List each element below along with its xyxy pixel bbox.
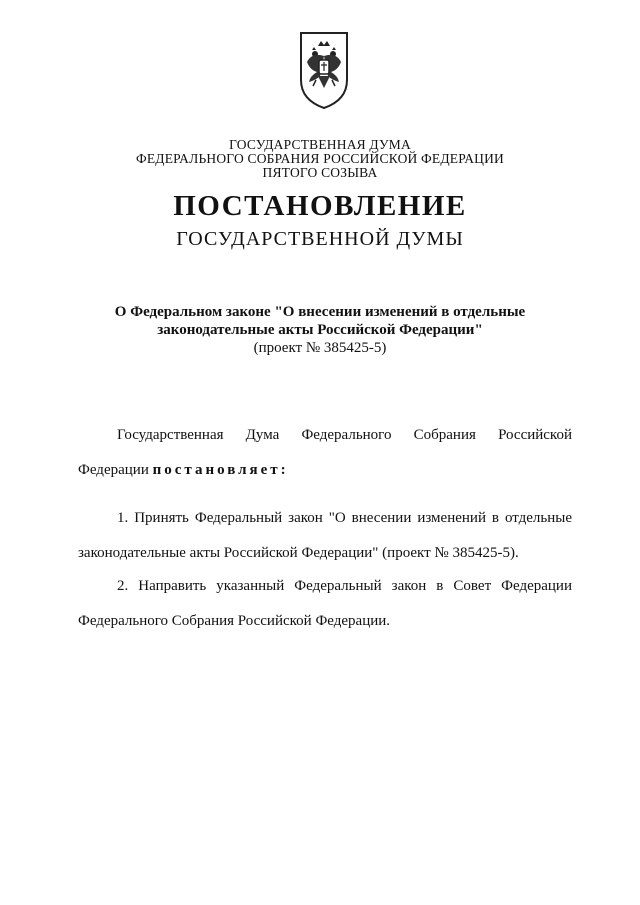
coat-of-arms-icon [298, 30, 350, 110]
item-1-line-2: законодательные акты Российской Федерации" (проект № 385425-5). [78, 545, 519, 561]
header-line-convocation: ПЯТОГО СОЗЫВА [262, 165, 378, 180]
item-2-line-1: 2. Направить указанный Федеральный закон в Совет Федерации [117, 578, 572, 594]
law-project-number: (проект № 385425-5) [253, 340, 387, 356]
item-1-line-1: 1. Принять Федеральный закон "О внесении изменений в отдельные [117, 510, 572, 526]
item-2-line-2: Федерального Собрания Российской Федерации. [78, 613, 391, 629]
law-title-line-1: О Федеральном законе "О внесении изменений в отдельные [114, 304, 526, 320]
decree-verb: постановляет: [152, 462, 289, 478]
document-subtitle: ГОСУДАРСТВЕННОЙ ДУМЫ [176, 228, 464, 250]
header-line-federal-assembly: ФЕДЕРАЛЬНОГО СОБРАНИЯ РОССИЙСКОЙ ФЕДЕРАЦИИ [136, 151, 504, 166]
intro-paragraph-line-1: Государственная Дума Федерального Собрания Российской [117, 427, 572, 443]
intro-federation-word: Федерации [78, 462, 149, 478]
header-line-state-duma: ГОСУДАРСТВЕННАЯ ДУМА [229, 137, 411, 152]
document-title: ПОСТАНОВЛЕНИЕ [173, 190, 467, 222]
intro-paragraph-line-2 [78, 462, 572, 479]
law-title-line-2: законодательные акты Российской Федерации" [157, 322, 483, 338]
